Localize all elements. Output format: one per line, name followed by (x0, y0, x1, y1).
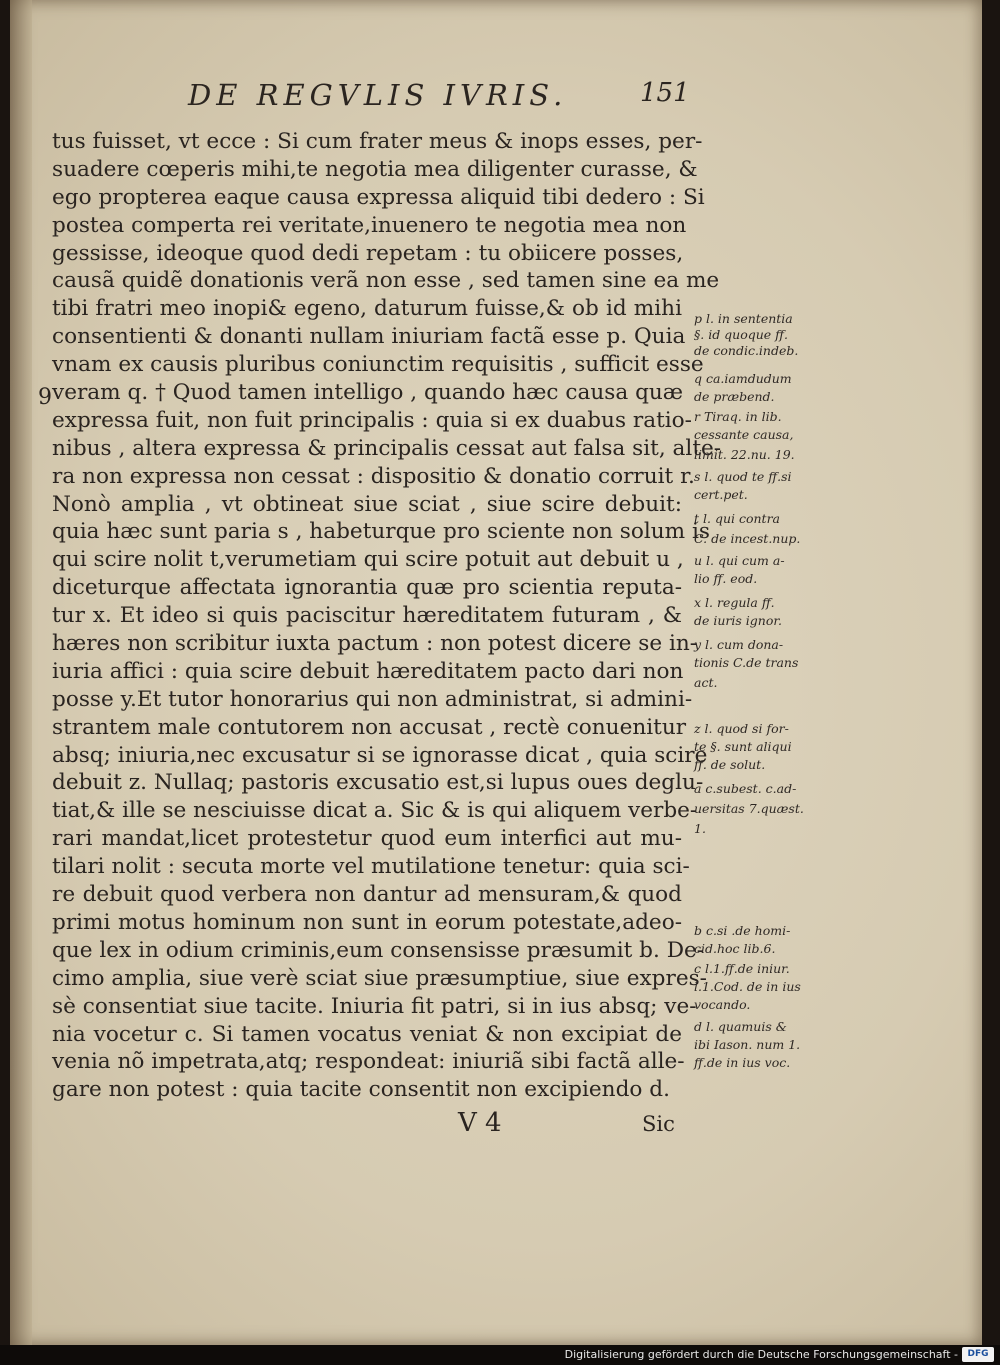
margin-note: b c.si .de homi- (694, 923, 791, 938)
margin-note: c l.1.ff.de iniur. (694, 961, 790, 976)
text-line: qui scire nolit t,verumetiam qui scire potuit aut debuit u , (52, 547, 684, 573)
text-line: sè consentiat siue tacite. Iniuria fit patri, si in ius absq; ve- (52, 993, 697, 1019)
margin-note: tionis C.de trans (694, 655, 799, 670)
margin-note: u l. qui cum a- (694, 553, 785, 568)
text-line: tiat,& ille se nesciuisse dicat a. Sic & is qui aliquem verbe- (52, 798, 698, 824)
page-gutter-shadow (10, 0, 32, 1345)
margin-note: cert.pet. (694, 487, 748, 502)
text-line: ra non expressa non cessat : dispositio & donatio corruit r. (52, 463, 695, 489)
margin-note: ff.de in ius voc. (694, 1055, 791, 1070)
margin-note: C. de incest.nup. (694, 531, 801, 546)
text-line: nibus , altera expressa & principalis cessat aut falsa sit, alte- (52, 435, 722, 461)
text-line: gessisse, ideoque quod dedi repetam : tu obiicere posses, (52, 240, 684, 266)
text-line: tilari nolit : secuta morte vel mutilatione tenetur: quia sci- (52, 854, 690, 880)
text-line: veram q. † Quod tamen intelligo , quando hæc causa quæ (52, 380, 684, 406)
text-line: nia vocetur c. Si tamen vocatus veniat & non excipiat de (52, 1021, 682, 1047)
margin-note: z l. quod si for- (694, 721, 789, 736)
text-line: consentienti & donanti nullam iniuriam factã esse p. Quia (52, 324, 686, 350)
text-line: que lex in odium criminis,eum consensisse præsumit b. De- (52, 937, 705, 963)
running-head: DE REGVLIS IVRIS. (188, 78, 568, 112)
text-line: absq; iniuria,nec excusatur si se ignorasse dicat , quia scire (52, 742, 708, 768)
margin-note: vocando. (694, 997, 751, 1012)
margin-note: uersitas 7.quæst. (694, 801, 804, 816)
text-line: gare non potest : quia tacite consentit non excipiendo d. (52, 1077, 670, 1103)
text-line: diceturque affectata ignorantia quæ pro scientia reputa- (52, 575, 682, 601)
margin-note: p l. in sententia (694, 311, 793, 326)
text-line: quia hæc sunt paria s , habeturque pro sciente non solum is (52, 519, 710, 545)
text-line: Nonò amplia , vt obtineat siue sciat , siue scire debuit: (52, 491, 682, 517)
dfg-logo: DFG (962, 1347, 994, 1362)
text-line: re debuit quod verbera non dantur ad mensuram,& quod (52, 882, 682, 908)
text-line: tus fuisset, vt ecce : Si cum frater meus & inops esses, per- (52, 129, 703, 154)
text-line: postea comperta rei veritate,inuenero te negotia mea non (52, 212, 687, 238)
margin-note: y l. cum dona- (694, 637, 784, 652)
text-line: cimo amplia, siue verè sciat siue præsumptiue, siue expres- (52, 965, 707, 991)
margin-note: §. id quoque ff. (694, 327, 789, 342)
margin-section-number: 9 (38, 385, 52, 410)
margin-note: 1. (694, 821, 706, 836)
text-line: vnam ex causis pluribus coniunctim requisitis , sufficit esse (52, 352, 704, 378)
margin-note: a c.subest. c.ad- (694, 781, 797, 796)
margin-note: limit. 22.nu. 19. (694, 447, 795, 462)
text-line: causã quidẽ donationis verã non esse , sed tamen sine ea me (52, 268, 720, 294)
margin-note: cid.hoc lib.6. (694, 941, 776, 956)
catchword: Sic (642, 1112, 675, 1136)
margin-note: l.1.Cod. de in ius (694, 979, 801, 994)
text-line: suadere cœperis mihi,te negotia mea diligenter curasse, & (52, 156, 698, 182)
margin-note: ff. de solut. (694, 757, 766, 772)
margin-note: t l. qui contra (694, 511, 780, 526)
text-line: tur x. Et ideo si quis paciscitur hæreditatem futuram , & (52, 603, 682, 629)
margin-note: act. (694, 675, 718, 690)
margin-note: de iuris ignor. (694, 613, 782, 628)
text-line: posse y.Et tutor honorarius qui non administrat, si admini- (52, 686, 693, 712)
margin-note: d l. quamuis & (694, 1019, 787, 1034)
margin-note: q ca.iamdudum (694, 371, 792, 386)
text-line: tibi fratri meo inopi& egeno, daturum fuisse,& ob id mihi (52, 296, 682, 322)
text-line: debuit z. Nullaq; pastoris excusatio est,si lupus oues deglu- (52, 770, 704, 796)
text-line: hæres non scribitur iuxta pactum : non potest dicere se in- (52, 631, 698, 657)
signature-mark: V 4 (458, 1108, 502, 1138)
text-line: ego propterea eaque causa expressa aliquid tibi dedero : Si (52, 184, 705, 210)
text-line: strantem male contutorem non accusat , rectè conuenitur (52, 714, 687, 740)
text-line: rari mandat,licet protestetur quod eum interfici aut mu- (52, 826, 682, 852)
margin-note: lio ff. eod. (694, 571, 758, 586)
margin-note: de condic.indeb. (694, 343, 799, 358)
margin-note: te §. sunt aliqui (694, 739, 792, 754)
margin-note: s l. quod te ff.si (694, 469, 792, 484)
margin-note: de præbend. (694, 389, 775, 404)
margin-note: ibi Iason. num 1. (694, 1037, 801, 1052)
text-line: iuria affici : quia scire debuit hæreditatem pacto dari non (52, 658, 684, 684)
margin-note: cessante causa, (694, 427, 794, 442)
text-line: venia nõ impetrata,atq; respondeat: iniuriã sibi factã alle- (52, 1049, 685, 1075)
page-number: 151 (640, 78, 690, 108)
footer-bar (0, 1345, 1000, 1365)
book-page (10, 0, 982, 1345)
margin-note: x l. regula ff. (694, 595, 775, 610)
text-line: primi motus hominum non sunt in eorum potestate,adeo- (52, 909, 682, 935)
margin-note: r Tiraq. in lib. (694, 409, 782, 424)
text-line: expressa fuit, non fuit principalis : quia si ex duabus ratio- (52, 407, 692, 433)
footer-credit: Digitalisierung gefördert durch die Deutsche Forschungsgemeinschaft - (564, 1348, 958, 1361)
